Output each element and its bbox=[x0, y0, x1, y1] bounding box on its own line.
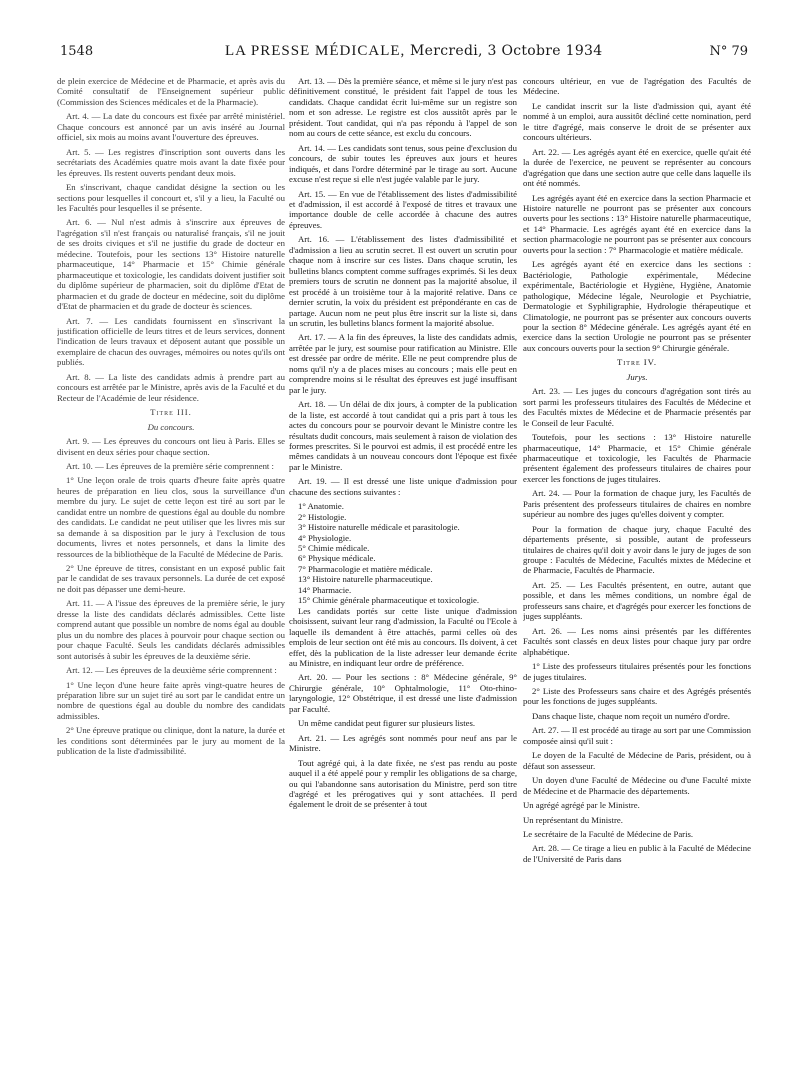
paragraph: Toutefois, pour les sections : 13° Histoire naturelle pharmaceutique, 14° Pharmacie, et 15° Chimie générale pharmaceutique et toxicologie, les Facultés de Pharmacie présentent également des professeurs titulaires de chaires pour exercer les fonctions de juges titulaires. bbox=[523, 432, 751, 484]
paragraph: 1° Liste des professeurs titulaires présentés pour les fonctions de juges titulaires. bbox=[523, 661, 751, 682]
column-middle bbox=[289, 76, 517, 1076]
paragraph: Les agrégés ayant été en exercice dans la section Pharmacie et Histoire naturelle ne pourront pas se présenter aux concours ouverts pour les sections : 13° Histoire naturelle pharmaceutique, et 14° Pharmacie. Les agrégés ayant été en exercice dans la section pharmacologie ne pourront pas se présenter aux concours ouverts pour la section : 7° Pharmacologie et matière médicale. bbox=[523, 192, 751, 255]
paragraph: 4° Physiologie. bbox=[298, 532, 352, 543]
paragraph: 14° Pharmacie. bbox=[298, 584, 352, 595]
paragraph: Art. 10. — Les épreuves de la première série comprennent : bbox=[66, 460, 274, 471]
paragraph: Les agrégés ayant été en exercice dans les sections : Bactériologie, Pathologie expérimentale, Médecine expérimentale, Bactériologie et Hygiène, Hygiène, Anatomie pathologique, Médecine légale, Neurologie et Psychiatrie, Dermatologie et Syphiligraphie, Hydrologie thérapeutique et Climatologie, ne pourront pas se présenter aux concours ouverts pour la section 8° Médecine générale. Les agrégés ayant été en exercice dans la section Urologie ne pourront pas se présenter aux concours ouverts pour la section 9° Chirurgie générale. bbox=[523, 259, 751, 353]
paragraph: 13° Histoire naturelle pharmaceutique. bbox=[298, 574, 433, 585]
paragraph: Art. 26. — Les noms ainsi présentés par les différentes Facultés sont classés en deux listes pour chaque jury par ordre alphabétique. bbox=[523, 625, 751, 657]
paragraph: 2° Une épreuve pratique ou clinique, dont la nature, la durée et les conditions sont déterminées par le jury au moment de la publication de la liste d'admissibilité. bbox=[57, 725, 285, 757]
paragraph: Un même candidat peut figurer sur plusieurs listes. bbox=[298, 718, 476, 729]
paragraph: 15° Chimie générale pharmaceutique et toxicologie. bbox=[298, 595, 480, 606]
paragraph: Un représentant du Ministre. bbox=[523, 814, 623, 825]
column-left bbox=[57, 76, 285, 1076]
paragraph: Art. 20. — Pour les sections : 8° Médecine générale, 9° Chirurgie générale, 10° Ophtalmologie, 11° Oto-rhino-laryngologie, 12° Obstétrique, il est dressé une liste d'admission par Faculté. bbox=[289, 672, 517, 714]
paragraph: Art. 16. — L'établissement des listes d'admissibilité et d'admission a lieu au scrutin secret. Il est ouvert un scrutin pour chaque nom à inscrire sur ces listes. Dans chaque scrutin, les bulletins blancs comptent comme suffrages exprimés. Si les deux premiers tours de scrutin ne donnent pas la majorité absolue, il est procédé à un troisième tour à la majorité relative. Dans ce dernier scrutin, la voix du président est prépondérante en cas de partage. Aucun nom ne peut plus être inscrit sur la liste si, dans un scrutin, les bulletins blancs forment la majorité absolue. bbox=[289, 234, 517, 328]
paragraph: Art. 25. — Les Facultés présentent, en outre, autant que possible, et dans les mêmes conditions, un nombre égal de professeurs sans chaire, et d'agrégés pour exercer les fonctions de juges suppléants. bbox=[523, 579, 751, 622]
paragraph: 2° Liste des Professeurs sans chaire et des Agrégés présentés pour les fonctions de juges suppléants. bbox=[523, 686, 751, 707]
paragraph: Art. 17. — A la fin des épreuves, la liste des candidats admis, arrêtée par le jury, est soumise pour ratification au Ministre. Elle est dressée par ordre de mérite. Elle ne peut comprendre plus de noms qu'il n'y a de places mises au concours ; mais elle peut en comprendre moins si le résultat des épreuves est jugé insuffisant par le jury. bbox=[289, 332, 517, 395]
paragraph: Le secrétaire de la Faculté de Médecine de Paris. bbox=[523, 829, 694, 839]
paragraph: Art. 27. — Il est procédé au tirage au sort par une Commission composée ainsi qu'il suit : bbox=[523, 725, 751, 746]
paragraph: Art. 13. — Dès la première séance, et même si le jury n'est pas définitivement constitué, le président fait l'appel de tous les candidats. Chaque candidat écrit lui-même sur un registre son nom et son adresse. Le registre est clos aussitôt après par le président. Tout candidat, qui n'a pas répondu à l'appel de son nom au cours de cette séance, est exclu du concours. bbox=[289, 76, 517, 139]
running-head bbox=[225, 43, 602, 60]
journal-title: LA PRESSE MÉDICALE, bbox=[225, 43, 406, 59]
paragraph: 5° Chimie médicale. bbox=[298, 543, 370, 554]
paragraph: En s'inscrivant, chaque candidat désigne la section ou les sections pour lesquelles il concourt et, s'il y a lieu, la Faculté ou les Facultés pour lesquelles il se présente. bbox=[57, 182, 285, 213]
paragraph: concours ultérieur, en vue de l'agrégation des Facultés de Médecine. bbox=[523, 76, 751, 97]
paragraph: Art. 9. — Les épreuves du concours ont lieu à Paris. Elles se divisent en deux séries pour chaque section. bbox=[57, 436, 285, 457]
paragraph: Art. 6. — Nul n'est admis à s'inscrire aux épreuves de l'agrégation s'il n'est français ou naturalisé français, s'il ne jouit de ses droits civiques et s'il ne justifie du grade de docteur en médecine. Toutefois, pour les sections 13° Histoire naturelle pharmaceutique, 14° Pharmacie et 15° Chimie générale pharmaceutique et toxicologie, les candidats doivent justifier soit du diplôme supérieur de pharmacien, soit du diplôme d'Etat de pharmacien et du grade de docteur en médecine, soit du diplôme d'Etat de pharmacien et du grade de docteur ès sciences. bbox=[57, 217, 285, 312]
paragraph: 2° Histologie. bbox=[298, 511, 347, 522]
paragraph: 6° Physique médicale. bbox=[298, 553, 376, 564]
paragraph: Art. 4. — La date du concours est fixée par arrêté ministériel. Chaque concours est annoncé par un avis inséré au Journal officiel, six mois au moins avant l'ouverture des épreuves. bbox=[57, 111, 285, 143]
section-title: Titre III. bbox=[150, 407, 192, 418]
paragraph: Art. 7. — Les candidats fournissent en s'inscrivant la justification officielle de leurs titres et de leurs services, donnent l'indication de leurs travaux et déposent autant que possible un exemplaire de chacun des ouvrages, mémoires ou notes qu'ils ont publiés. bbox=[57, 315, 285, 368]
paragraph: Art. 18. — Un délai de dix jours, à compter de la publication de la liste, est accordé à tout candidat qui a pris part à tous les actes du concours pour se pourvoir devant le Ministre contre les résultats dudit concours, mais seulement à raison de violation des formes prescrites. Si le pourvoi est admis, il est procédé entre les mêmes candidats à un nouveau concours dont l'époque est fixée par le Ministre. bbox=[289, 399, 517, 472]
paragraph: Art. 24. — Pour la formation de chaque jury, les Facultés de Paris présentent des professeurs titulaires de chaires en nombre supérieur au nombre des juges qu'elles doivent y compter. bbox=[523, 488, 751, 520]
paragraph: Art. 28. — Ce tirage a lieu en public à la Faculté de Médecine de l'Université de Paris dans bbox=[523, 843, 751, 864]
paragraph: Art. 22. — Les agrégés ayant été en exercice, quelle qu'ait été la durée de l'exercice, ne peuvent se représenter au concours d'agrégation que dans une section autre que celle dans laquelle ils ont été nommés. bbox=[523, 146, 751, 189]
section-subtitle: Du concours. bbox=[147, 421, 195, 432]
paragraph: 2° Une épreuve de titres, consistant en un exposé public fait par le candidat de ses travaux personnels. La durée de cet exposé ne doit pas dépasser une demi-heure. bbox=[57, 563, 285, 594]
paragraph: Les candidats portés sur cette liste unique d'admission choisissent, suivant leur rang d'admission, la Faculté ou l'Ecole à laquelle ils demandent à être attachés, parmi celles où des emplois de leur section ont été mis au concours. Ils doivent, à cet effet, dès la publication de la liste adresser leur demande écrite au Ministre, en indiquant leur ordre de préférence. bbox=[289, 605, 517, 669]
section-subtitle: Jurys. bbox=[626, 371, 648, 382]
paragraph: Art. 19. — Il est dressé une liste unique d'admission pour chacune des sections suivantes : bbox=[289, 476, 517, 497]
paragraph: Art. 8. — La liste des candidats admis à prendre part au concours est arrêtée par le Ministre, après avis de la Faculté et du Recteur de l'Académie de leur résidence. bbox=[57, 371, 285, 403]
paragraph: 1° Anatomie. bbox=[298, 501, 344, 512]
issue-number: N° 79 bbox=[709, 44, 748, 59]
page-number: 1548 bbox=[60, 44, 94, 59]
paragraph: Art. 15. — En vue de l'établissement des listes d'admissibilité et d'admission, il est accordé à l'exposé de titres et travaux une importance double de celle accordée à chacune des autres épreuves. bbox=[289, 188, 517, 230]
paragraph: Un agrégé agrégé par le Ministre. bbox=[523, 800, 640, 811]
column-right bbox=[523, 76, 751, 1076]
paragraph: de plein exercice de Médecine et de Pharmacie, et après avis du Comité consultatif de l'Enseignement supérieur public (Commission des Sciences médicales et de la Pharmacie). bbox=[57, 76, 285, 107]
paragraph: 1° Une leçon d'une heure faite après vingt-quatre heures de préparation libre sur un sujet tiré au sort par le candidat entre un nombre de questions égal au double du nombre des candidats admissibles. bbox=[57, 679, 285, 721]
issue-date: Mercredi, 3 Octobre 1934 bbox=[410, 43, 603, 59]
paragraph: Art. 12. — Les épreuves de la deuxième série comprennent : bbox=[66, 665, 277, 676]
section-title: Titre IV. bbox=[616, 357, 658, 368]
paragraph: 7° Pharmacologie et matière médicale. bbox=[298, 563, 433, 574]
paragraph: 3° Histoire naturelle médicale et parasitologie. bbox=[298, 522, 460, 533]
paragraph: Art. 21. — Les agrégés sont nommés pour neuf ans par le Ministre. bbox=[289, 732, 517, 754]
paragraph: Art. 23. — Les juges du concours d'agrégation sont tirés au sort parmi les professeurs titulaires des Facultés de Médecine et des Facultés mixtes de Médecine et de Pharmacie présentés par le Conseil de leur Faculté. bbox=[523, 386, 751, 428]
paragraph: Dans chaque liste, chaque nom reçoit un numéro d'ordre. bbox=[532, 710, 730, 721]
paragraph: Pour la formation de chaque jury, chaque Faculté des départements présente, si possible, autant de professeurs titulaires de chaires qu'il doit y avoir dans le jury de juges de son groupe : Facultés de Médecine, Facultés mixtes de Médecine et de Pharmacie, Facultés de Pharmacie. bbox=[523, 523, 751, 576]
page-header bbox=[60, 44, 760, 62]
paragraph: Art. 5. — Les registres d'inscription sont ouverts dans les secrétariats des Académies quatre mois avant la date fixée pour les épreuves. Ils restent ouverts pendant deux mois. bbox=[57, 146, 285, 178]
paragraph: Le candidat inscrit sur la liste d'admission qui, ayant été nommé à un emploi, aura aussitôt décliné cette nomination, perd le titre d'agrégé, mais conserve le droit de se présenter aux concours ultérieurs. bbox=[523, 100, 751, 143]
paragraph: Art. 14. — Les candidats sont tenus, sous peine d'exclusion du concours, de subir toutes les épreuves aux jours et heures indiqués, et dans l'ordre déterminé par le tirage au sort. Aucune excuse n'est reçue si elle n'est jugée valable par le jury. bbox=[289, 142, 517, 185]
paragraph: Art. 11. — A l'issue des épreuves de la première série, le jury dresse la liste des candidats déclarés admissibles. Cette liste comprend autant que possible un nombre de noms égal au double plus un du nombre des places à pourvoir pour chaque section ou pour chaque Faculté. Seuls les candidats déclarés admissibles sont autorisés à subir les épreuves de la deuxième série. bbox=[57, 598, 285, 661]
paragraph: Le doyen de la Faculté de Médecine de Paris, président, ou à défaut son assesseur. bbox=[523, 750, 751, 771]
paragraph: Tout agrégé qui, à la date fixée, ne s'est pas rendu au poste auquel il a été appelé pour y remplir les obligations de sa charge, ou qui l'abandonne sans autorisation du Ministre, perd son titre d'agrégé et les prérogatives qui y sont attachées. Il perd également le droit de se présenter à tout bbox=[289, 757, 517, 810]
paragraph: 1° Une leçon orale de trois quarts d'heure faite après quatre heures de préparation en lieu clos, sous la surveillance d'un membre du jury. Le sujet de cette leçon est tiré au sort par le candidat entre un nombre de questions égal au double du nombre des candidats. Le candidat ne peut utiliser que les livres mis sur sa demande à sa disposition par le jury à l'exclusion de tous documents, livres et notes personnels, et dans la limite des ressources de la bibliothèque de la Faculté de Médecine de Paris. bbox=[57, 475, 285, 559]
paragraph: Un doyen d'une Faculté de Médecine ou d'une Faculté mixte de Médecine et de Pharmacie des départements. bbox=[523, 775, 751, 796]
